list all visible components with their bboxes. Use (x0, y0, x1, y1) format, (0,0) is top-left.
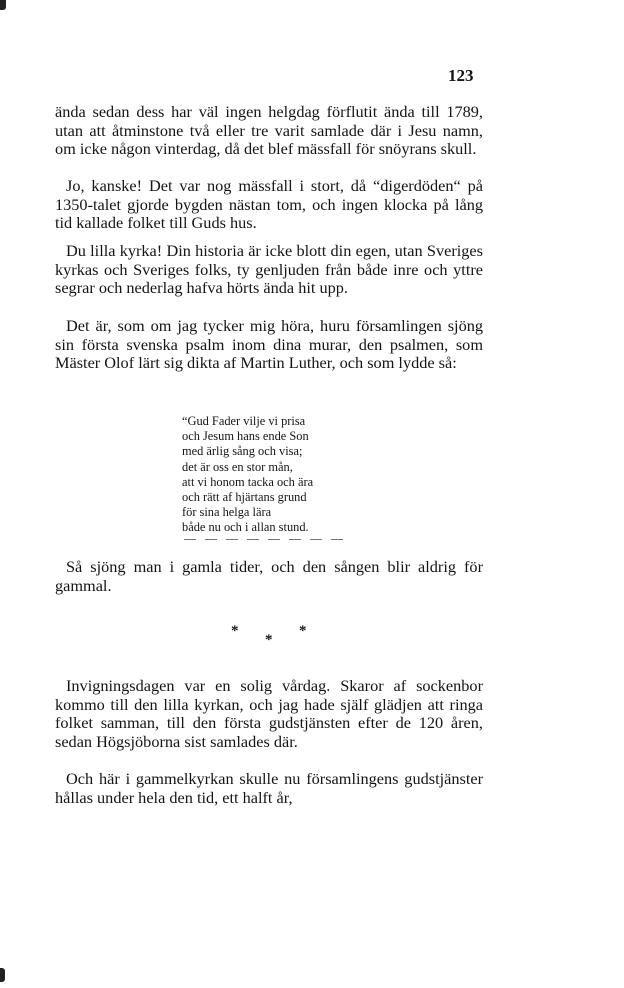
psalm-line: både nu och i allan stund. (182, 520, 309, 535)
psalm-line: för sina helga lära (182, 505, 272, 520)
psalm-line: det är oss en stor mån, (182, 459, 293, 474)
section-separator-star: * (265, 632, 273, 648)
paragraph-invigningsdagen: Invigningsdagen var en solig vårdag. Skaror af sockenbor kommo till den lilla kyrkan, och jag hade själf glädjen att ringa folket samman, till den första gudstjänsten efter de 120 åren, sedan Högsjöborna sist samlades där. (55, 676, 483, 752)
psalm-continuation-dashes: — — — — — — — — (184, 531, 346, 545)
psalm-line: “Gud Fader vilje vi prisa (182, 414, 306, 428)
paragraph-psalm-intro: Det är, som om jag tycker mig höra, huru församlingen sjöng sin första svenska psalm inom dina murar, den psalmen, som Mäster Olof lärt sig dikta af Martin Luther, och som lydde så: (55, 316, 483, 373)
psalm-line: att vi honom tacka och ära (182, 474, 314, 489)
section-separator-star: * (231, 623, 239, 639)
paragraph-digerdoden: Jo, kanske! Det var nog mässfall i stort, då “digerdöden“ på 1350-talet gjorde bygden nästan tom, och ingen klocka på lång tid kallade folket till Guds hus. (55, 176, 483, 233)
scan-corner-mark (0, 0, 6, 10)
psalm-line: och Jesum hans ende Son (182, 429, 309, 444)
scan-edge-mark (0, 968, 5, 982)
psalm-line: och rätt af hjärtans grund (182, 490, 307, 505)
paragraph-sa-sjong: Så sjöng man i gamla tider, och den sången blir aldrig för gammal. (55, 557, 483, 595)
psalm-line: med ärlig sång och visa; (182, 444, 303, 459)
paragraph-continuation: ända sedan dess har väl ingen helgdag förflutit ända till 1789, utan att åtminstone två eller tre varit samlade där i Jesu namn, om icke någon vinterdag, då det blef mässfall för snöyrans skull. (55, 102, 483, 159)
paragraph-du-lilla-kyrka: Du lilla kyrka! Din historia är icke blott din egen, utan Sveriges kyrkas och Sveriges folks, ty genljuden från både inre och yttre segrar och nederlag hafva hörts ända hit upp. (55, 241, 483, 298)
page-number: 123 (448, 66, 474, 85)
psalm-verse (182, 414, 313, 536)
paragraph-gammelkyrkan: Och här i gammelkyrkan skulle nu församlingens gudstjänster hållas under hela den tid, ett halft år, (55, 769, 483, 807)
section-separator-star: * (299, 623, 307, 639)
